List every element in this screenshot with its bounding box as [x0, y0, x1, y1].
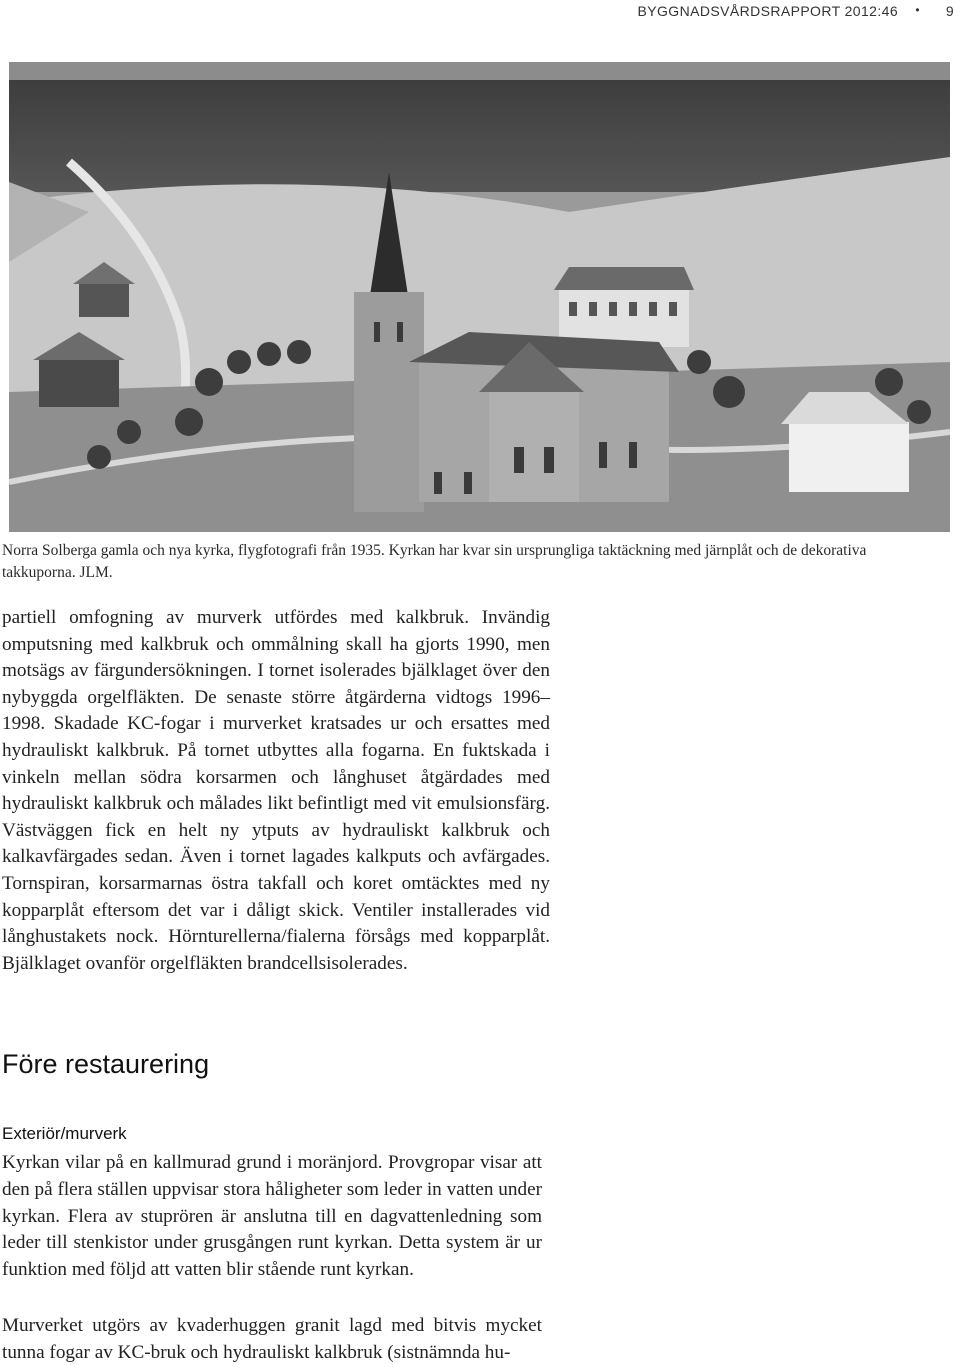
- figure-caption: Norra Solberga gamla och nya kyrka, flygfotografi från 1935. Kyrkan har kvar sin ursprungliga taktäckning med järnplåt och de dekorativa takkuporna. JLM.: [2, 542, 867, 581]
- running-header: [0, 0, 960, 30]
- church-photo-illustration: [9, 62, 950, 532]
- running-title: BYGGNADSVÅRDSRAPPORT 2012:46: [637, 3, 898, 19]
- section-paragraph-2: Murverket utgörs av kvaderhuggen granit lagd med bitvis mycket tunna fogar av KC-bruk och hydrauliskt kalkbruk (sistnämnda hu-: [2, 1315, 542, 1363]
- forest-band: [9, 62, 950, 192]
- section-paragraph-1: Kyrkan vilar på en kallmurad grund i moränjord. Provgropar visar att den på flera ställen uppvisar stora håligheter som leder in vatten under kyrkan. Flera av stuprören är anslutna till en dagvattenledning som leder till stenkistor under grusgången runt kyrkan. Detta system är ur funktion med följd att vatten blir stående runt kyrkan.: [2, 1152, 542, 1281]
- aerial-church-photo: [9, 62, 950, 532]
- section-subheading: Exteriör/murverk: [2, 1124, 127, 1143]
- body-paragraph: partiell omfogning av murverk utfördes med kalkbruk. Invändig omputsning med kalkbruk och ommålning skall ha gjorts 1990, men motsägs av färgundersökningen. I tornet isolerades bjälklaget över den nybyggda orgelfläkten. De senaste större åtgärderna vidtogs 1996–1998. Skadade KC-fogar i murverket kratsades ur och ersattes med hydrauliskt kalkbruk. På tornet utbyttes alla fogarna. En fuktskada i vinkeln mellan södra korsarmen och långhuset åtgärdades med hydrauliskt kalkbruk och målades likt befintligt med vit emulsionsfärg. Västväggen fick en helt ny ytputs av hydrauliskt kalkbruk och kalkavfärgades sedan. Även i tornet lagades kalkputs och avfärgades. Tornspiran, korsarmarnas östra takfall och koret omtäcktes med ny kopparplåt eftersom det var i dåligt skick. Ventiler installerades vid långhustakets nock. Hörnturellerna/fialerna försågs med kopparplåt. Bjälklaget ovanför orgelfläkten brandcellsisolerades.: [2, 607, 550, 974]
- page-number: 9: [945, 3, 954, 19]
- old-church: [789, 422, 909, 492]
- field-strip: [9, 62, 950, 80]
- section-heading: Före restaurering: [2, 1049, 210, 1079]
- farmhouse-left: [39, 357, 119, 407]
- header-bullet: •: [915, 3, 920, 17]
